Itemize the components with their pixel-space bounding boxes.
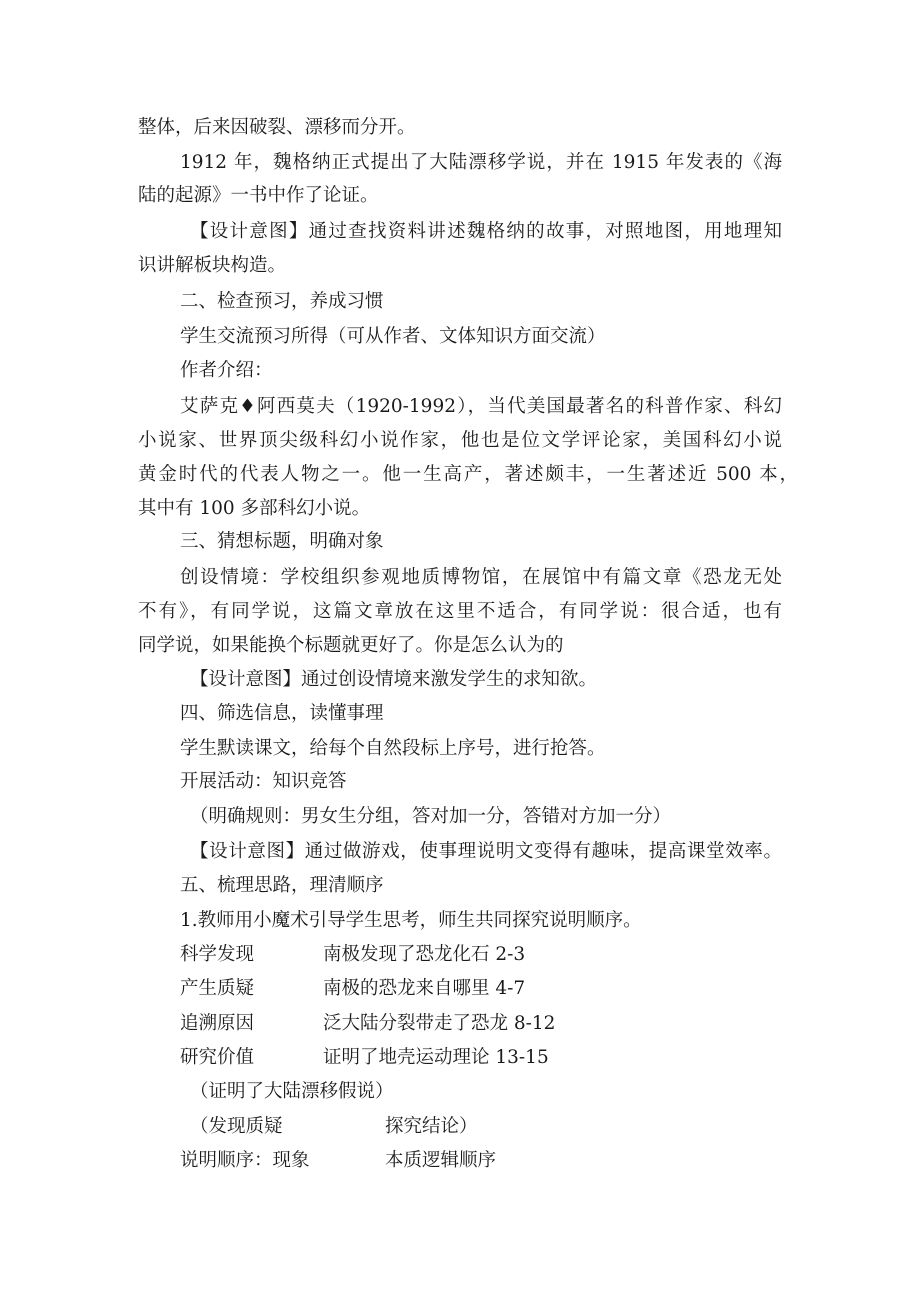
design-intent-line: 【设计意图】通过创设情境来激发学生的求知欲。: [190, 669, 598, 690]
author-intro-line: 小说家、世界顶尖级科幻小说作家，他也是位文学评论家，美国科幻小说: [138, 430, 782, 451]
order-stage: 科学发现: [180, 944, 255, 965]
order-content: 南极发现了恐龙化石 2-3: [323, 944, 526, 965]
summary-note: （证明了大陆漂移假说）: [190, 1081, 394, 1102]
paragraph-line: 整体，后来因破裂、漂移而分开。: [138, 117, 416, 138]
order-content: 泛大陆分裂带走了恐龙 8-12: [323, 1013, 556, 1034]
design-intent-line: 【设计意图】通过做游戏，使事理说明文变得有趣味，提高课堂效率。: [190, 841, 782, 862]
summary-right: 探究结论）: [385, 1116, 478, 1137]
author-intro-line: 其中有 100 多部科幻小说。: [138, 498, 371, 519]
paragraph-line: 创设情境：学校组织参观地质博物馆，在展馆中有篇文章《恐龙无处: [180, 567, 782, 588]
paragraph-line: （明确规则：男女生分组，答对加一分，答错对方加一分）: [190, 806, 672, 827]
paragraph-line: 开展活动：知识竞答: [180, 771, 347, 792]
paragraph-line: 陆的起源》一书中作了论证。: [138, 185, 379, 206]
order-stage: 研究价值: [180, 1047, 255, 1068]
section-heading: 五、梳理思路，理清顺序: [180, 875, 384, 896]
paragraph-line: 1.教师用小魔术引导学生思考，师生共同探究说明顺序。: [180, 910, 642, 931]
paragraph-line: 作者介绍：: [180, 360, 273, 381]
design-intent-line: 【设计意图】通过查找资料讲述魏格纳的故事，对照地图，用地理知: [190, 221, 782, 242]
summary-left: （发现质疑: [190, 1116, 283, 1137]
author-intro-line: 黄金时代的代表人物之一。他一生高产，著述颇丰，一生著述近 500 本，: [138, 464, 798, 485]
section-heading: 三、猜想标题，明确对象: [180, 531, 384, 552]
design-intent-line: 识讲解板块构造。: [138, 255, 287, 276]
paragraph-line: 1912 年，魏格纳正式提出了大陆漂移学说，并在 1915 年发表的《海: [180, 152, 782, 173]
order-stage: 追溯原因: [180, 1013, 255, 1034]
paragraph-line: 学生默读课文，给每个自然段标上序号，进行抢答。: [180, 738, 606, 759]
section-heading: 二、检查预习，养成习惯: [180, 291, 384, 312]
author-intro-line: 艾萨克♦阿西莫夫（1920-1992），当代美国最著名的科普作家、科幻: [180, 396, 782, 417]
section-heading: 四、筛选信息，读懂事理: [180, 703, 384, 724]
paragraph-line: 学生交流预习所得（可从作者、文体知识方面交流）: [180, 326, 606, 347]
paragraph-line: 同学说，如果能换个标题就更好了。你是怎么认为的: [138, 635, 564, 656]
paragraph-line: 不有》，有同学说，这篇文章放在这里不适合，有同学说：很合适，也有: [138, 601, 782, 622]
summary-left: 说明顺序：现象: [180, 1150, 310, 1171]
order-content: 南极的恐龙来自哪里 4-7: [323, 978, 526, 999]
order-stage: 产生质疑: [180, 978, 255, 999]
summary-right: 本质逻辑顺序: [385, 1150, 497, 1171]
order-content: 证明了地壳运动理论 13-15: [323, 1047, 549, 1068]
